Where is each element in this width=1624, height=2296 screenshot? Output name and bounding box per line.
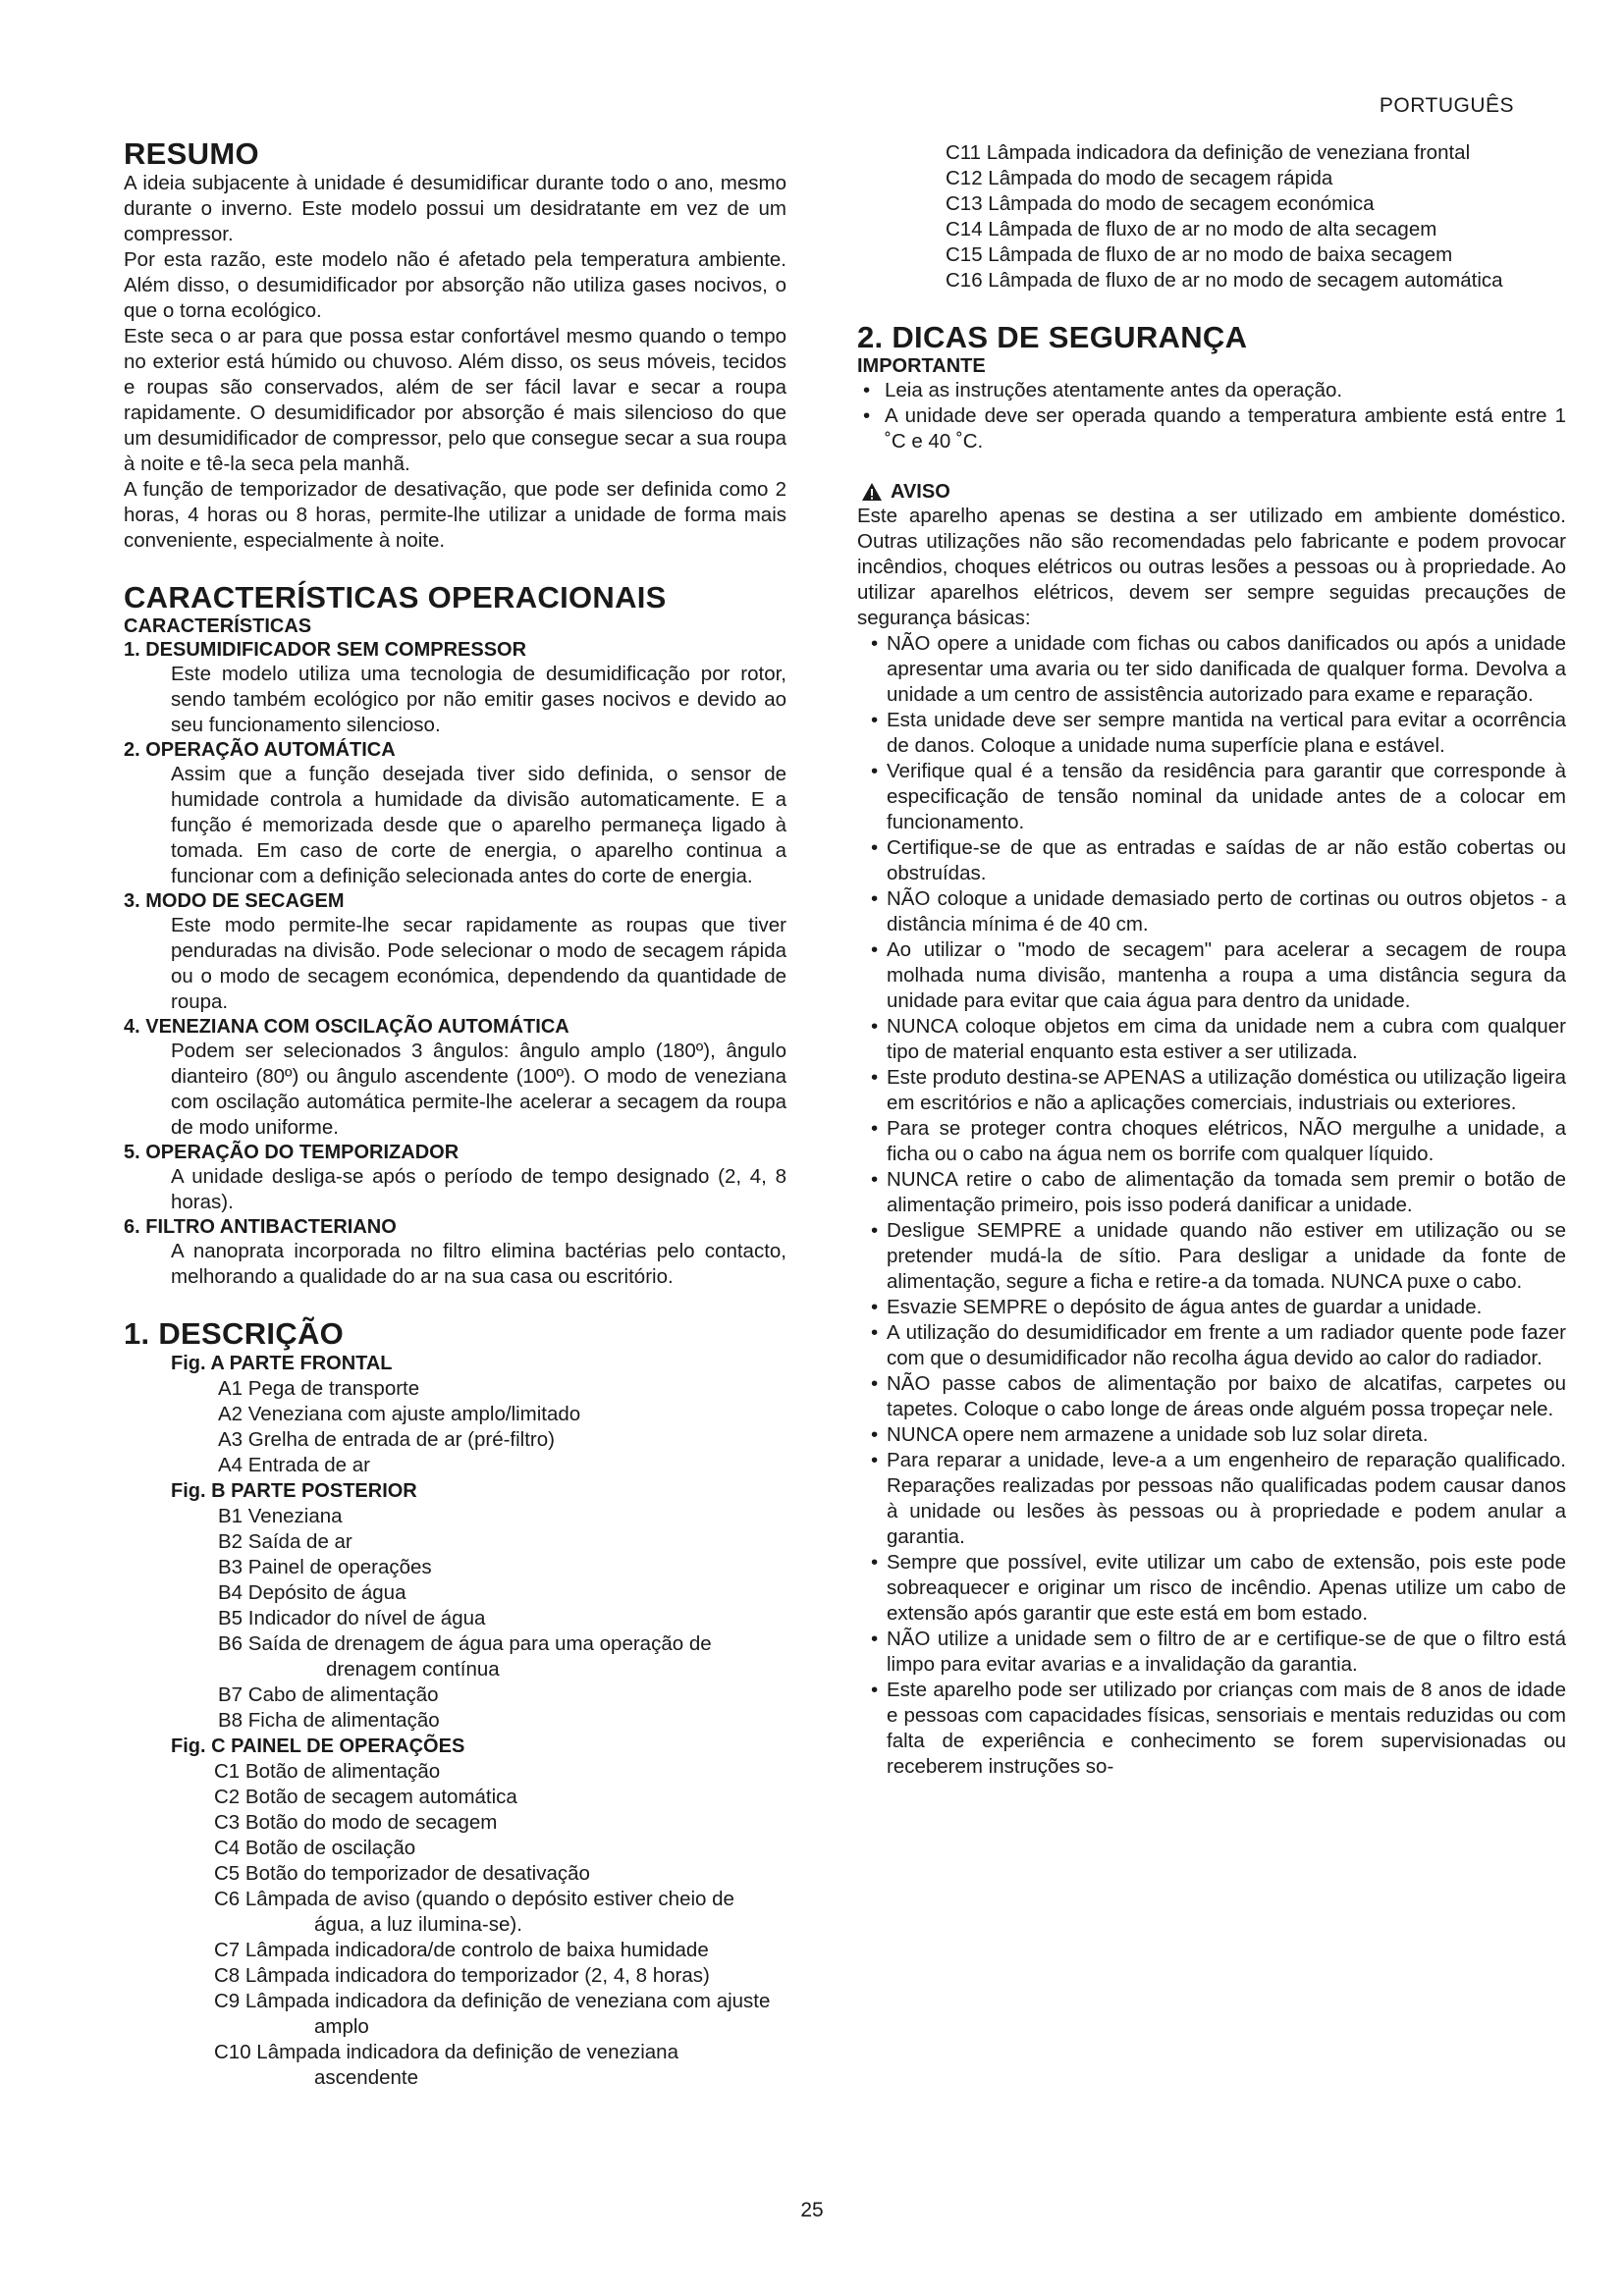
list-item: • Certifique-se de que as entradas e saídas de ar não estão cobertas ou obstruídas. xyxy=(857,835,1566,886)
resumo-paragraph: A ideia subjacente à unidade é desumidificar durante todo o ano, mesmo durante o inverno. Este modelo possui um desidratante em vez de um compressor. xyxy=(124,172,786,245)
list-item: A3 Grelha de entrada de ar (pré-filtro) xyxy=(218,1428,555,1451)
list-item: • Sempre que possível, evite utilizar um cabo de extensão, pois este pode sobreaquecer e originar um risco de incêndio. Apenas utilize um cabo de extensão após garantir que este está em bom estado. xyxy=(857,1550,1566,1627)
list-item: • NÃO opere a unidade com fichas ou cabos danificados ou após a unidade apresentar uma avaria ou ter sido danificada de qualquer forma. Devolva a unidade a um centro de assistência autorizado para exame e reparação. xyxy=(857,631,1566,708)
feature-title: 3. MODO DE SECAGEM xyxy=(124,890,345,912)
fig-c-list xyxy=(214,1759,786,2091)
list-item: B8 Ficha de alimentação xyxy=(218,1709,440,1732)
feature-title: 1. DESUMIDIFICADOR SEM COMPRESSOR xyxy=(124,639,527,661)
list-item: • Para se proteger contra choques elétricos, NÃO mergulhe a unidade, a ficha ou o cabo na água nem os borrife com qualquer líquido. xyxy=(857,1116,1566,1167)
list-item: C5 Botão do temporizador de desativação xyxy=(214,1862,590,1885)
fig-c-title: Fig. C PAINEL DE OPERAÇÕES xyxy=(171,1735,465,1757)
fig-a-title: Fig. A PARTE FRONTAL xyxy=(171,1353,393,1374)
list-item: • Este produto destina-se APENAS a utilização doméstica ou utilização ligeira em escritórios e não a aplicações comerciais, industriais ou exteriores. xyxy=(857,1065,1566,1116)
descricao-title: 1. DESCRIÇÃO xyxy=(124,1316,345,1351)
list-item: C11 Lâmpada indicadora da definição de veneziana frontal xyxy=(946,141,1471,164)
feature-text: A unidade desliga-se após o período de tempo designado (2, 4, 8 horas). xyxy=(171,1165,786,1213)
list-item: • NÃO utilize a unidade sem o filtro de ar e certifique-se de que o filtro está limpo para evitar avarias e a invalidação da garantia. xyxy=(857,1627,1566,1678)
list-item: B6 Saída de drenagem de água para uma operação de drenagem contínua xyxy=(218,1632,712,1681)
list-item: C2 Botão de secagem automática xyxy=(214,1786,517,1808)
list-item: • NÃO coloque a unidade demasiado perto de cortinas ou outros objetos - a distância mínima é de 40 cm. xyxy=(857,886,1566,937)
resumo-section xyxy=(124,137,786,554)
caracteristicas-title: CARACTERÍSTICAS OPERACIONAIS xyxy=(124,580,667,614)
list-item: • NUNCA coloque objetos em cima da unidade nem a cubra com qualquer tipo de material enquanto esta estiver a ser utilizada. xyxy=(857,1014,1566,1065)
aviso-heading xyxy=(857,480,1566,504)
list-item: C10 Lâmpada indicadora da definição de veneziana ascendente xyxy=(214,2041,678,2089)
list-item: C13 Lâmpada do modo de secagem económica xyxy=(946,192,1375,215)
list-item: • Para reparar a unidade, leve-a a um engenheiro de reparação qualificado. Reparações realizadas por pessoas não qualificadas podem causar danos à unidade ou lesões às pessoas ou à propriedade e podem anular a garantia. xyxy=(857,1448,1566,1550)
list-item: B2 Saída de ar xyxy=(218,1530,352,1553)
list-item: • Esta unidade deve ser sempre mantida na vertical para evitar a ocorrência de danos. Coloque a unidade numa superfície plana e estável. xyxy=(857,708,1566,759)
list-item: B3 Painel de operações xyxy=(218,1556,432,1578)
aviso-label: AVISO xyxy=(891,481,950,503)
left-column xyxy=(124,137,786,2091)
list-item: C3 Botão do modo de secagem xyxy=(214,1811,498,1834)
list-item: C4 Botão de oscilação xyxy=(214,1837,416,1859)
fig-c-list-continued xyxy=(946,140,1566,294)
list-item: A2 Veneziana com ajuste amplo/limitado xyxy=(218,1403,581,1425)
list-item: • Esvazie SEMPRE o depósito de água antes de guardar a unidade. xyxy=(857,1295,1566,1320)
feature-text: Assim que a função desejada tiver sido definida, o sensor de humidade controla a humidade da divisão automaticamente. E a função é memorizada desde que o aparelho permaneça ligado à tomada. Em caso de corte de energia, o aparelho continua a funcionar com a definição selecionada antes do corte de energia. xyxy=(171,763,786,887)
resumo-paragraph: A função de temporizador de desativação, que pode ser definida como 2 horas, 4 horas ou 8 horas, permite-lhe utilizar a unidade de forma mais conveniente, especialmente à noite. xyxy=(124,478,786,552)
list-item: • A unidade deve ser operada quando a temperatura ambiente está entre 1 ˚C e 40 ˚C. xyxy=(857,403,1566,454)
importante-list xyxy=(857,378,1566,454)
seguranca-section xyxy=(857,321,1566,1780)
list-item: C7 Lâmpada indicadora/de controlo de baixa humidade xyxy=(214,1939,709,1961)
importante-label: IMPORTANTE xyxy=(857,355,986,377)
language-label: PORTUGUÊS xyxy=(1379,94,1514,117)
caracteristicas-section xyxy=(124,581,786,1290)
list-item: • NUNCA opere nem armazene a unidade sob luz solar direta. xyxy=(857,1422,1566,1448)
feature-text: Podem ser selecionados 3 ângulos: ângulo amplo (180º), ângulo dianteiro (80º) ou ângulo ascendente (100º). O modo de veneziana com oscilação automática permite-lhe acelerar a secagem da roupa de modo uniforme. xyxy=(171,1040,786,1139)
resumo-paragraph: Este seca o ar para que possa estar confortável mesmo quando o tempo no exterior está húmido ou chuvoso. Além disso, os seus móveis, tecidos e roupas são conservados, além de ser fácil lavar e secar a roupa rapidamente. O desumidificador por absorção é mais silencioso do que um desumidificador de compressor, pelo que consegue secar a sua roupa à noite e tê-la seca pela manhã. xyxy=(124,325,786,475)
descricao-section xyxy=(124,1317,786,2091)
list-item: • Ao utilizar o "modo de secagem" para acelerar a secagem de roupa molhada numa divisão, mantenha a roupa a uma distância segura da unidade para evitar que caia água para dentro da unidade. xyxy=(857,937,1566,1014)
list-item: • Verifique qual é a tensão da residência para garantir que corresponde à especificação de tensão nominal da unidade antes de a colocar em funcionamento. xyxy=(857,759,1566,835)
list-item: • Leia as instruções atentamente antes da operação. xyxy=(857,378,1566,403)
list-item: • Desligue SEMPRE a unidade quando não estiver em utilização ou se pretender mudá-la de sítio. Para desligar a unidade da fonte de alimentação, segure a ficha e retire-a da tomada. NUNCA puxe o cabo. xyxy=(857,1218,1566,1295)
aviso-intro: Este aparelho apenas se destina a ser utilizado em ambiente doméstico. Outras utilizações não são recomendadas pelo fabricante e podem provocar incêndios, choques elétricos ou outras lesões a pessoas ou à propriedade. Ao utilizar aparelhos elétricos, devem ser sempre seguidas precauções de segurança básicas: xyxy=(857,505,1566,629)
list-item: C14 Lâmpada de fluxo de ar no modo de alta secagem xyxy=(946,218,1437,240)
fig-a-list xyxy=(218,1376,786,1478)
resumo-title: RESUMO xyxy=(124,136,259,171)
list-item: A4 Entrada de ar xyxy=(218,1454,370,1476)
list-item: C1 Botão de alimentação xyxy=(214,1760,441,1783)
list-item: B5 Indicador do nível de água xyxy=(218,1607,486,1629)
fig-b-title: Fig. B PARTE POSTERIOR xyxy=(171,1480,417,1502)
aviso-list xyxy=(857,631,1566,1780)
feature-title: 4. VENEZIANA COM OSCILAÇÃO AUTOMÁTICA xyxy=(124,1016,569,1038)
feature-title: 2. OPERAÇÃO AUTOMÁTICA xyxy=(124,739,396,761)
list-item: B4 Depósito de água xyxy=(218,1581,406,1604)
list-item: C6 Lâmpada de aviso (quando o depósito estiver cheio de água, a luz ilumina-se). xyxy=(214,1888,734,1936)
feature-title: 5. OPERAÇÃO DO TEMPORIZADOR xyxy=(124,1142,460,1163)
list-item: • Este aparelho pode ser utilizado por crianças com mais de 8 anos de idade e pessoas com capacidades físicas, sensoriais e mentais reduzidas ou com falta de experiência e conhecimento se forem supervisionadas ou receberem instruções so- xyxy=(857,1678,1566,1780)
feature-text: Este modelo utiliza uma tecnologia de desumidificação por rotor, sendo também ecológico por não emitir gases nocivos e devido ao seu funcionamento silencioso. xyxy=(171,663,786,736)
feature-title: 6. FILTRO ANTIBACTERIANO xyxy=(124,1216,397,1238)
list-item: C12 Lâmpada do modo de secagem rápida xyxy=(946,167,1333,189)
list-item: C15 Lâmpada de fluxo de ar no modo de baixa secagem xyxy=(946,243,1453,266)
fig-b-list xyxy=(218,1504,786,1734)
list-item: B1 Veneziana xyxy=(218,1505,343,1527)
seguranca-title: 2. DICAS DE SEGURANÇA xyxy=(857,320,1248,354)
list-item: C9 Lâmpada indicadora da definição de veneziana com ajuste amplo xyxy=(214,1990,771,2038)
list-item: C8 Lâmpada indicadora do temporizador (2, 4, 8 horas) xyxy=(214,1964,710,1987)
list-item: C16 Lâmpada de fluxo de ar no modo de secagem automática xyxy=(946,269,1503,292)
right-column xyxy=(857,140,1566,1780)
feature-text: Este modo permite-lhe secar rapidamente as roupas que tiver penduradas na divisão. Pode selecionar o modo de secagem rápida ou o modo de secagem económica, dependendo da quantidade de roupa. xyxy=(171,914,786,1013)
list-item: A1 Pega de transporte xyxy=(218,1377,420,1400)
list-item: • NÃO passe cabos de alimentação por baixo de alcatifas, carpetes ou tapetes. Coloque o cabo longe de áreas onde alguém possa tropeçar nele. xyxy=(857,1371,1566,1422)
page-number: 25 xyxy=(800,2199,824,2221)
resumo-paragraph: Por esta razão, este modelo não é afetado pela temperatura ambiente. Além disso, o desumidificador por absorção não utiliza gases nocivos, o que o torna ecológico. xyxy=(124,248,786,322)
list-item: • NUNCA retire o cabo de alimentação da tomada sem premir o botão de alimentação primeiro, pois isso poderá danificar a unidade. xyxy=(857,1167,1566,1218)
caracteristicas-subtitle: CARACTERÍSTICAS xyxy=(124,615,312,637)
list-item: B7 Cabo de alimentação xyxy=(218,1683,439,1706)
feature-text: A nanoprata incorporada no filtro elimina bactérias pelo contacto, melhorando a qualidade do ar na sua casa ou escritório. xyxy=(171,1240,786,1288)
warning-icon xyxy=(861,482,883,502)
list-item: • A utilização do desumidificador em frente a um radiador quente pode fazer com que o desumidificador não recolha água devido ao calor do radiador. xyxy=(857,1320,1566,1371)
